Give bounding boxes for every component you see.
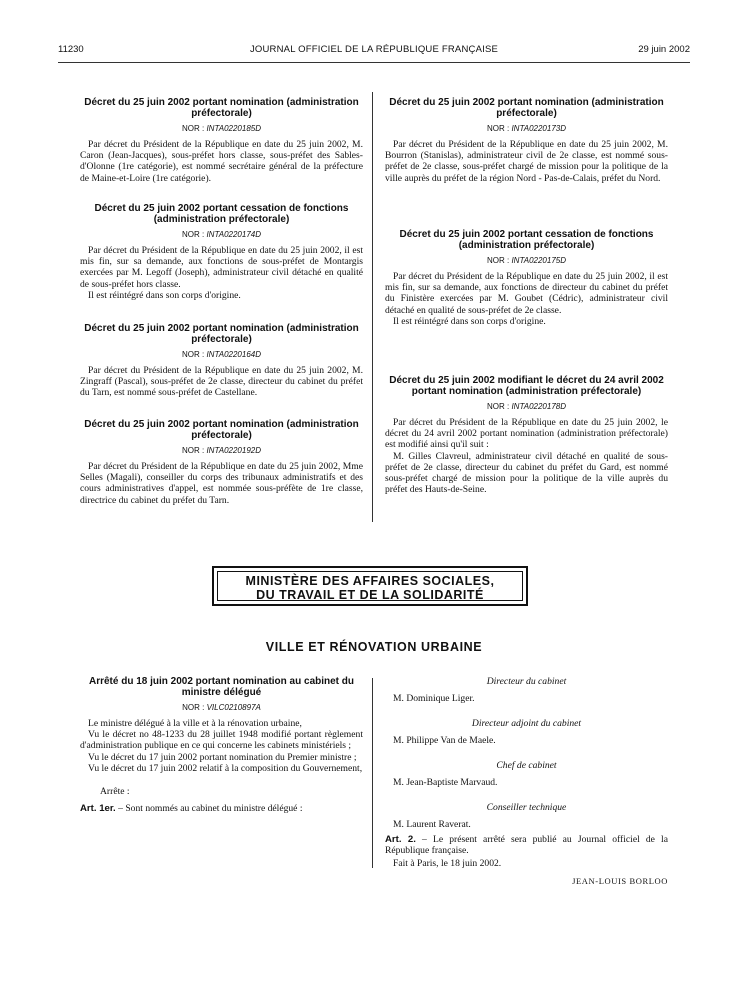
column-divider-bottom xyxy=(372,678,373,868)
arrete-paragraph: Vu le décret du 17 juin 2002 portant nomination du Premier ministre ; xyxy=(88,751,357,763)
journal-title: JOURNAL OFFICIEL DE LA RÉPUBLIQUE FRANÇAISE xyxy=(249,44,499,55)
signature: JEAN-LOUIS BORLOO xyxy=(572,875,668,886)
decree-title: Décret du 25 juin 2002 portant nomination (administration préfectorale) xyxy=(389,97,664,119)
arrete-left-column xyxy=(80,676,363,814)
arrete-title: Arrêté du 18 juin 2002 portant nomination au cabinet du ministre délégué xyxy=(88,676,355,698)
column-divider-top xyxy=(372,92,373,522)
decree-title: Décret du 25 juin 2002 portant cessation de fonctions (administration préfectorale) xyxy=(94,203,349,225)
decree-paragraph: M. Gilles Clavreul, administrateur civil détaché en qualité de sous-préfet de 2e classe, directeur du cabinet du préfet du Gard, est nommé sous-préfet chargé de mission pour la politique de la ville auprès du préfet des Hauts-de-Seine. xyxy=(385,450,668,496)
cabinet-role: Chef de cabinet xyxy=(496,760,557,771)
article-1: Art. 1er. – Sont nommés au cabinet du ministre délégué : xyxy=(80,803,303,815)
decree-paragraph: Par décret du Président de la République en date du 25 juin 2002, le décret du 24 avril 2002 portant nomination (administration préfectorale) est modifié ainsi qu'il suit : xyxy=(385,417,668,451)
decree-section xyxy=(80,323,363,399)
decree-paragraph: Par décret du Président de la République en date du 25 juin 2002, M. Caron (Jean-Jacques), sous-préfet hors classe, sous-préfet des Sables-d'Olonne (1re catégorie), est nommé secrétaire général de la préfecture de Maine-et-Loire (1re catégorie). xyxy=(80,139,363,184)
nor-reference: NOR : INTA0220175D xyxy=(486,256,567,265)
page-number: 11230 xyxy=(58,44,84,55)
cabinet-member: M. Jean-Baptiste Marvaud. xyxy=(393,777,498,788)
arrete-paragraph: Le ministre délégué à la ville et à la rénovation urbaine, xyxy=(88,718,302,729)
ministry-line-1: MINISTÈRE DES AFFAIRES SOCIALES, xyxy=(245,574,495,588)
decree-paragraph: Par décret du Président de la République en date du 25 juin 2002, Mme Selles (Magali), conseiller du corps des tribunaux administratifs et des cours administratives d'appel, est nommée sous-préfète de 1re classe, directrice du cabinet du préfet du Tarn. xyxy=(80,461,363,506)
decree-section xyxy=(80,203,363,301)
page-header xyxy=(58,44,690,62)
nor-reference: NOR : INTA0220192D xyxy=(181,446,262,455)
left-column xyxy=(80,97,363,527)
cabinet-role: Conseiller technique xyxy=(486,802,567,813)
article-2: Art. 2. – Le présent arrêté sera publié au Journal officiel de la République française. xyxy=(385,834,668,857)
ministry-heading xyxy=(217,571,523,601)
decree-paragraph: Par décret du Président de la République en date du 25 juin 2002, il est mis fin, sur sa demande, aux fonctions de directeur du cabinet du préfet du Finistère exercées par M. Goubet (Cédric), administrateur civil détaché en qualité de sous-préfet de 2e classe. xyxy=(385,271,668,316)
nor-reference: NOR : INTA0220185D xyxy=(181,124,262,133)
nor-reference: NOR : INTA0220178D xyxy=(486,402,567,411)
cabinet-member: M. Philippe Van de Maele. xyxy=(393,735,496,746)
section-heading: VILLE ET RÉNOVATION URBAINE xyxy=(265,640,483,654)
arrete-paragraph: Vu le décret no 48-1233 du 28 juillet 1948 modifié portant règlement d'administration publique en ce qui concerne les cabinets ministériels ; xyxy=(80,729,363,752)
arrete-paragraph: Vu le décret du 17 juin 2002 relatif à la composition du Gouvernement, xyxy=(88,762,363,774)
nor-reference: NOR : VILC0210897A xyxy=(182,703,261,712)
decree-title: Décret du 25 juin 2002 portant nomination (administration préfectorale) xyxy=(84,97,359,119)
decree-paragraph: Par décret du Président de la République en date du 25 juin 2002, M. Zingraff (Pascal), sous-préfet de 2e classe, directeur du cabinet du préfet du Tarn, est nommé sous-préfet de Castellane. xyxy=(80,365,363,399)
issue-date: 29 juin 2002 xyxy=(638,44,690,55)
done-at: Fait à Paris, le 18 juin 2002. xyxy=(393,858,502,870)
decree-paragraph: Par décret du Président de la République en date du 25 juin 2002, M. Bourron (Stanislas), administrateur civil de 2e classe, est nommé sous-préfet de 2e classe, sous-préfet chargé de mission pour la politique de la ville auprès du préfet de la région Nord - Pas-de-Calais, préfet du Nord. xyxy=(385,139,668,184)
cabinet-role: Directeur adjoint du cabinet xyxy=(471,718,582,729)
decree-section xyxy=(80,419,363,506)
cabinet-member: M. Laurent Raverat. xyxy=(393,819,471,830)
decree-section xyxy=(385,375,668,495)
nor-reference: NOR : INTA0220174D xyxy=(181,230,262,239)
nor-reference: NOR : INTA0220164D xyxy=(181,350,262,359)
decree-title: Décret du 25 juin 2002 portant cessation de fonctions (administration préfectorale) xyxy=(399,229,654,251)
decree-title: Décret du 25 juin 2002 portant nomination (administration préfectorale) xyxy=(84,419,359,441)
arrete-label: Arrête : xyxy=(100,786,130,798)
decree-paragraph: Il est réintégré dans son corps d'origine. xyxy=(393,315,546,327)
decree-section xyxy=(80,97,363,184)
decree-paragraph: Il est réintégré dans son corps d'origine. xyxy=(88,289,241,301)
decree-title: Décret du 25 juin 2002 modifiant le décret du 24 avril 2002 portant nomination (administration préfectorale) xyxy=(389,375,664,397)
right-column xyxy=(385,97,668,527)
ministry-line-2: DU TRAVAIL ET DE LA SOLIDARITÉ xyxy=(256,588,484,602)
cabinet-role: Directeur du cabinet xyxy=(486,676,567,687)
decree-section xyxy=(385,229,668,327)
decree-paragraph: Par décret du Président de la République en date du 25 juin 2002, il est mis fin, sur sa demande, aux fonctions de sous-préfet de Montargis exercées par M. Legoff (Joseph), administrateur civil détaché en qualité de sous-préfet hors classe. xyxy=(80,245,363,290)
nor-reference: NOR : INTA0220173D xyxy=(486,124,567,133)
ministry-heading-box xyxy=(212,566,528,606)
arrete-right-column xyxy=(385,676,668,894)
header-rule xyxy=(58,62,690,63)
decree-section xyxy=(385,97,668,184)
decree-title: Décret du 25 juin 2002 portant nomination (administration préfectorale) xyxy=(84,323,359,345)
cabinet-member: M. Dominique Liger. xyxy=(393,693,475,704)
